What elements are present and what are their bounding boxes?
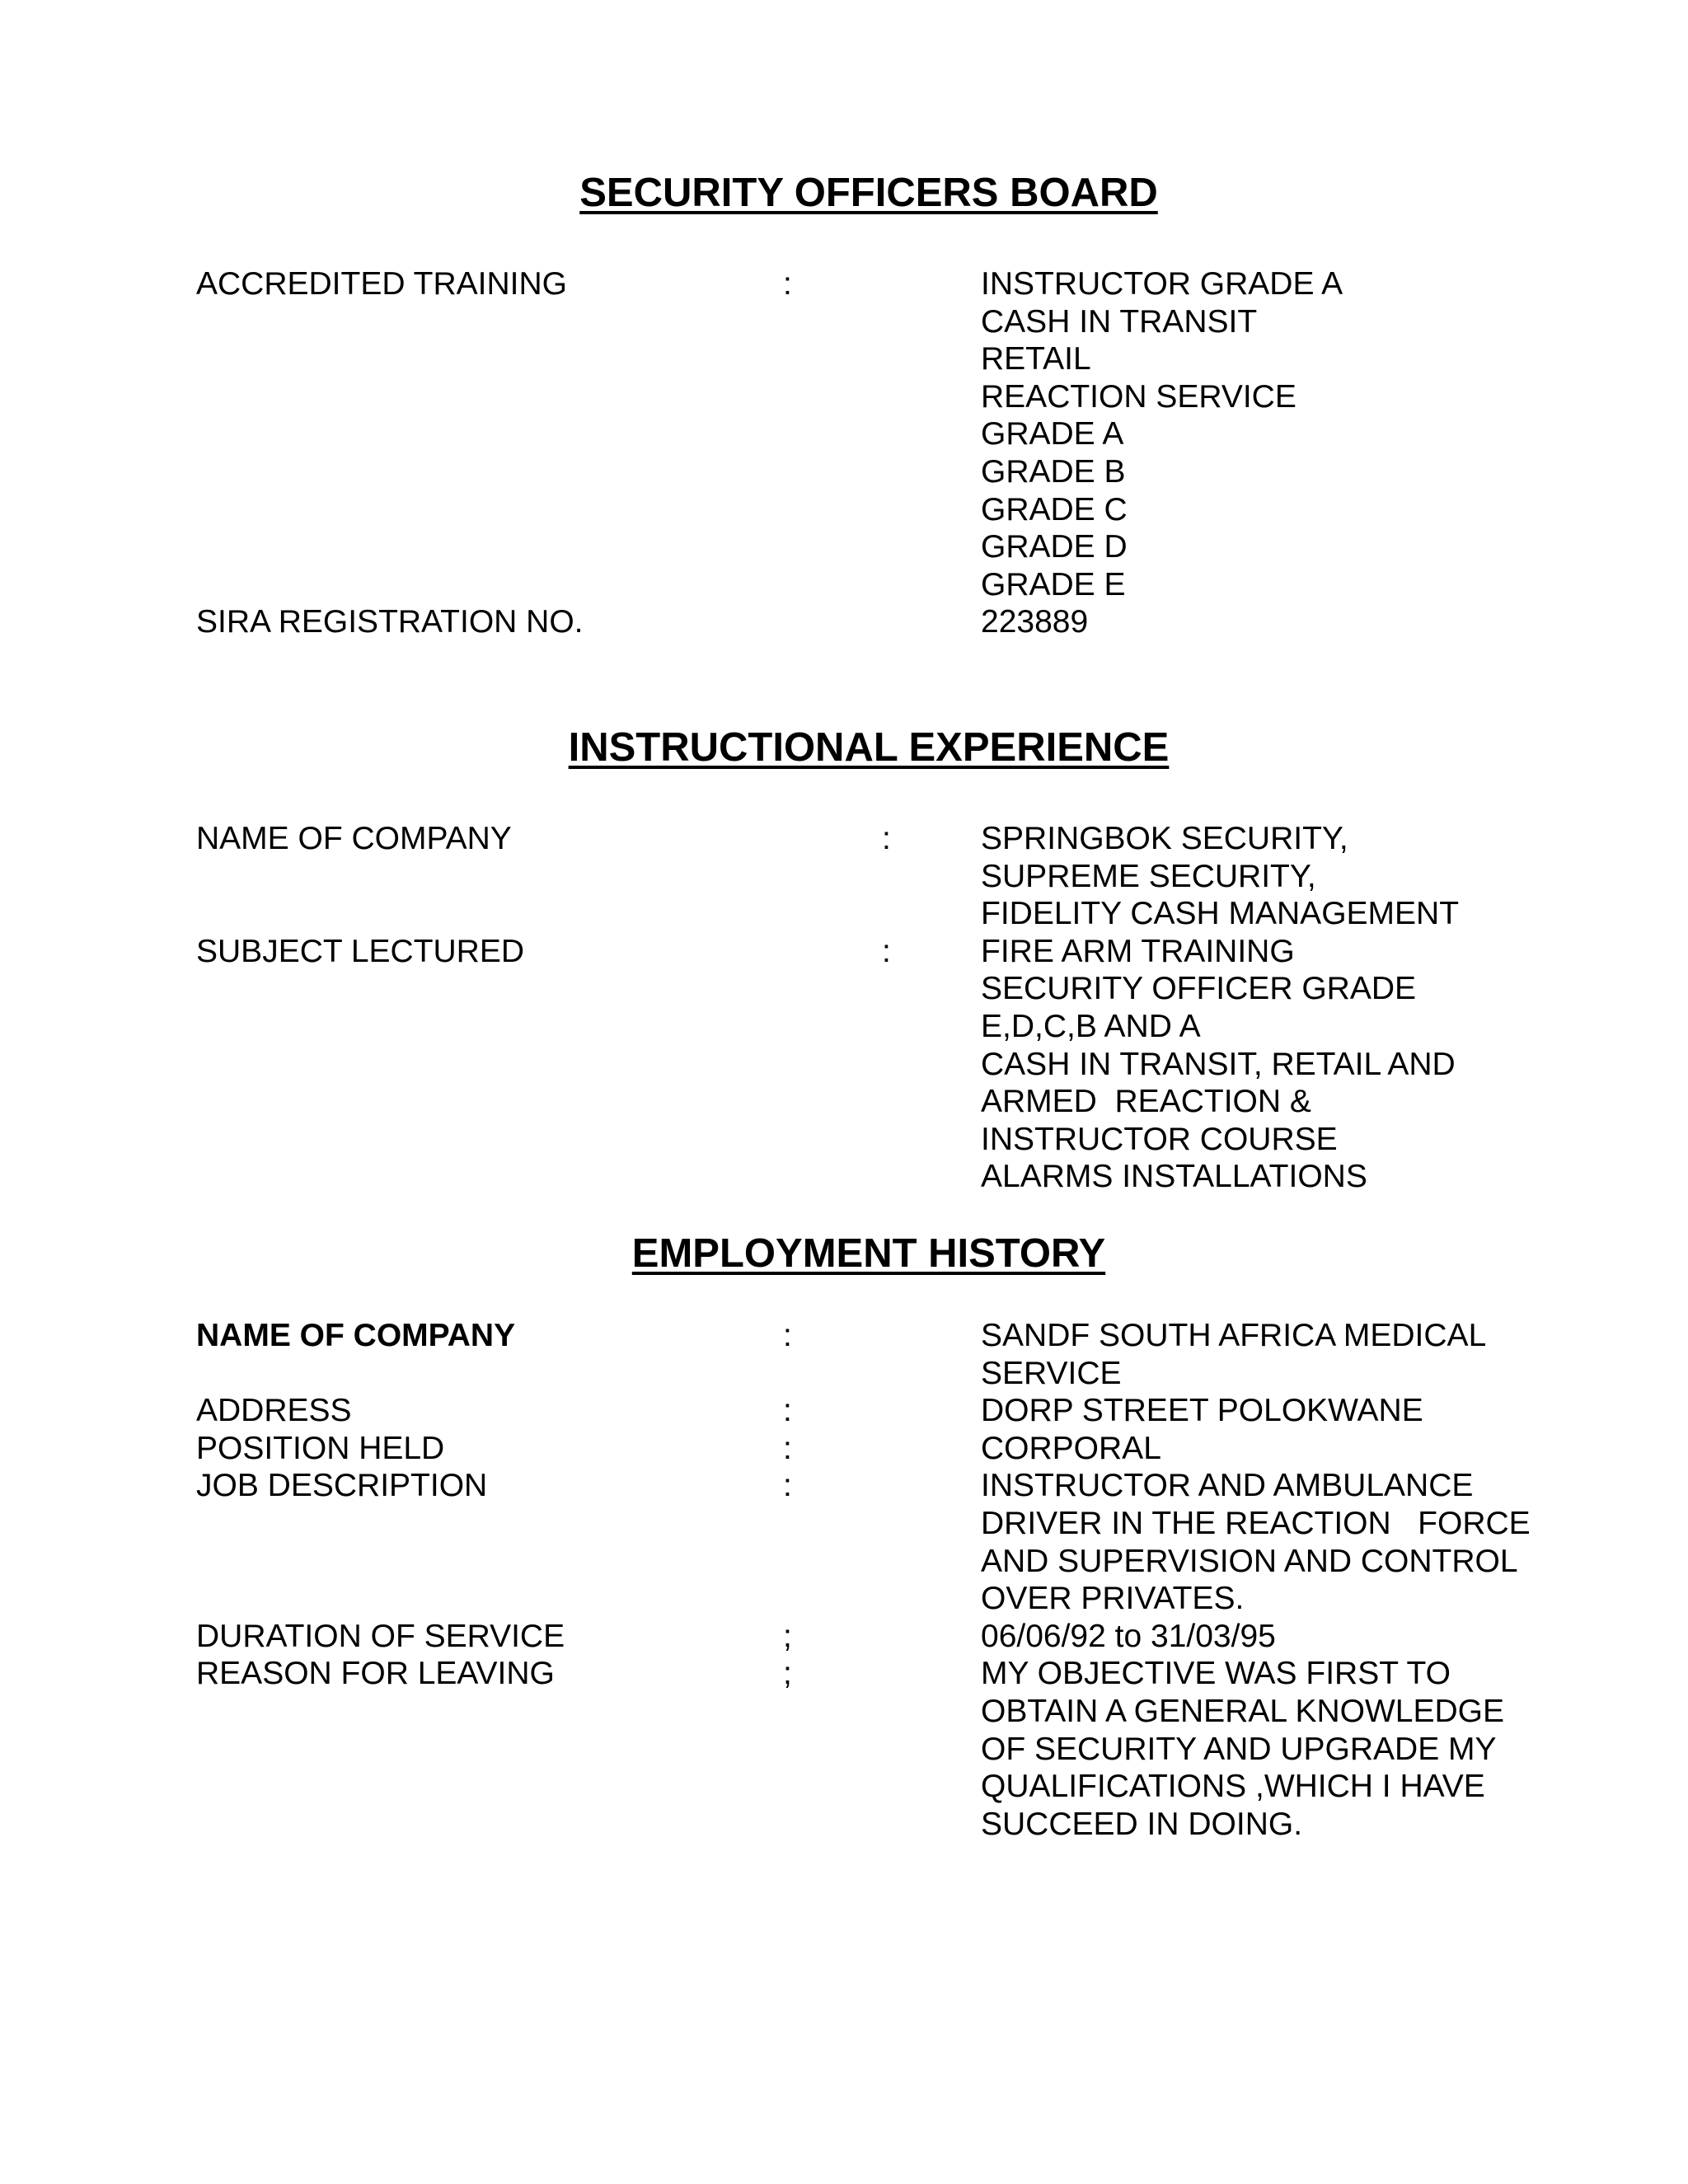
field-separator: : bbox=[882, 933, 891, 969]
accredited-training-value: INSTRUCTOR GRADE A bbox=[981, 266, 1343, 302]
field-row bbox=[0, 528, 1688, 566]
field-row bbox=[0, 415, 1688, 453]
accredited-training-value: REACTION SERVICE bbox=[981, 378, 1296, 415]
company-name-label: NAME OF COMPANY bbox=[196, 821, 512, 856]
job-description-value: OVER PRIVATES. bbox=[981, 1581, 1245, 1617]
subject-lectured-value: INSTRUCTOR COURSE bbox=[981, 1121, 1338, 1157]
field-row bbox=[0, 1768, 1688, 1806]
field-row bbox=[0, 1046, 1688, 1084]
sira-registration-label: SIRA REGISTRATION NO. bbox=[196, 604, 584, 640]
field-row bbox=[0, 820, 1688, 858]
reason-for-leaving-value: OF SECURITY AND UPGRADE MY bbox=[981, 1731, 1497, 1767]
subject-lectured-value: FIRE ARM TRAINING bbox=[981, 933, 1295, 969]
accredited-training-value: RETAIL bbox=[981, 341, 1091, 377]
section-title-instructional-experience: INSTRUCTIONAL EXPERIENCE bbox=[568, 725, 1170, 770]
field-row bbox=[0, 895, 1688, 933]
field-row bbox=[0, 1467, 1688, 1505]
reason-for-leaving-value: MY OBJECTIVE WAS FIRST TO bbox=[981, 1656, 1451, 1692]
field-row bbox=[0, 303, 1688, 341]
field-row bbox=[0, 1806, 1688, 1844]
employer-name-label: NAME OF COMPANY bbox=[196, 1318, 516, 1353]
field-row bbox=[0, 453, 1688, 491]
reason-for-leaving-label: REASON FOR LEAVING bbox=[196, 1656, 555, 1692]
address-value: DORP STREET POLOKWANE bbox=[981, 1393, 1423, 1429]
field-row bbox=[0, 340, 1688, 378]
field-row bbox=[0, 378, 1688, 416]
field-row bbox=[0, 603, 1688, 641]
subject-lectured-value: ARMED REACTION & bbox=[981, 1084, 1311, 1120]
field-row bbox=[0, 1430, 1688, 1468]
section-title-employment-history: EMPLOYMENT HISTORY bbox=[631, 1231, 1106, 1276]
field-row bbox=[0, 566, 1688, 604]
section-title-security-officers-board: SECURITY OFFICERS BOARD bbox=[579, 171, 1158, 215]
subject-lectured-value: CASH IN TRANSIT, RETAIL AND bbox=[981, 1046, 1456, 1082]
sira-registration-value: 223889 bbox=[981, 604, 1089, 640]
field-row bbox=[0, 858, 1688, 896]
duration-of-service-value: 06/06/92 to 31/03/95 bbox=[981, 1618, 1276, 1654]
reason-for-leaving-value: QUALIFICATIONS ,WHICH I HAVE bbox=[981, 1769, 1485, 1805]
accredited-training-value: GRADE C bbox=[981, 491, 1128, 527]
address-label: ADDRESS bbox=[196, 1393, 352, 1429]
field-row bbox=[0, 1543, 1688, 1581]
field-row bbox=[0, 491, 1688, 529]
job-description-value: INSTRUCTOR AND AMBULANCE bbox=[981, 1468, 1474, 1504]
field-row bbox=[0, 1392, 1688, 1430]
accredited-training-label: ACCREDITED TRAINING bbox=[196, 266, 567, 302]
field-row bbox=[0, 1693, 1688, 1731]
field-row bbox=[0, 1008, 1688, 1046]
subject-lectured-label: SUBJECT LECTURED bbox=[196, 933, 525, 969]
reason-for-leaving-value: OBTAIN A GENERAL KNOWLEDGE bbox=[981, 1693, 1504, 1729]
field-separator: : bbox=[783, 1393, 792, 1429]
field-row bbox=[0, 1355, 1688, 1393]
field-row bbox=[0, 265, 1688, 303]
field-separator: : bbox=[783, 1430, 792, 1466]
field-row bbox=[0, 1505, 1688, 1543]
employer-name-value: SANDF SOUTH AFRICA MEDICAL bbox=[981, 1318, 1487, 1353]
position-held-value: CORPORAL bbox=[981, 1430, 1161, 1466]
field-separator: ; bbox=[783, 1656, 792, 1692]
employment-history-block bbox=[0, 1317, 1688, 1843]
field-separator: : bbox=[882, 821, 891, 856]
subject-lectured-value: ALARMS INSTALLATIONS bbox=[981, 1159, 1367, 1195]
company-name-value: SUPREME SECURITY, bbox=[981, 858, 1316, 894]
field-separator: : bbox=[783, 266, 792, 302]
instructional-experience-block bbox=[0, 820, 1688, 1196]
field-row bbox=[0, 1121, 1688, 1159]
accredited-training-value: GRADE B bbox=[981, 453, 1126, 490]
field-row bbox=[0, 1158, 1688, 1196]
position-held-label: POSITION HELD bbox=[196, 1430, 445, 1466]
field-row bbox=[0, 1083, 1688, 1121]
job-description-value: AND SUPERVISION AND CONTROL bbox=[981, 1543, 1518, 1579]
field-row bbox=[0, 1317, 1688, 1355]
accredited-training-value: CASH IN TRANSIT bbox=[981, 303, 1258, 340]
field-separator: : bbox=[783, 1468, 792, 1504]
field-row bbox=[0, 933, 1688, 971]
accredited-training-value: GRADE A bbox=[981, 416, 1124, 452]
field-row bbox=[0, 1580, 1688, 1618]
accredited-training-value: GRADE E bbox=[981, 566, 1126, 602]
subject-lectured-value: SECURITY OFFICER GRADE bbox=[981, 971, 1417, 1007]
subject-lectured-value: E,D,C,B AND A bbox=[981, 1008, 1201, 1044]
employer-name-value: SERVICE bbox=[981, 1355, 1122, 1391]
job-description-label: JOB DESCRIPTION bbox=[196, 1468, 488, 1504]
company-name-value: SPRINGBOK SECURITY, bbox=[981, 821, 1348, 856]
duration-of-service-label: DURATION OF SERVICE bbox=[196, 1618, 565, 1654]
field-separator: : bbox=[783, 1318, 792, 1353]
company-name-value: FIDELITY CASH MANAGEMENT bbox=[981, 896, 1460, 932]
field-row bbox=[0, 970, 1688, 1008]
job-description-value: DRIVER IN THE REACTION FORCE bbox=[981, 1505, 1531, 1541]
reason-for-leaving-value: SUCCEED IN DOING. bbox=[981, 1806, 1303, 1842]
accredited-training-value: GRADE D bbox=[981, 529, 1128, 565]
field-row bbox=[0, 1618, 1688, 1656]
field-row bbox=[0, 1655, 1688, 1693]
field-separator: ; bbox=[783, 1618, 792, 1654]
field-row bbox=[0, 1731, 1688, 1769]
accredited-training-block bbox=[0, 265, 1688, 641]
